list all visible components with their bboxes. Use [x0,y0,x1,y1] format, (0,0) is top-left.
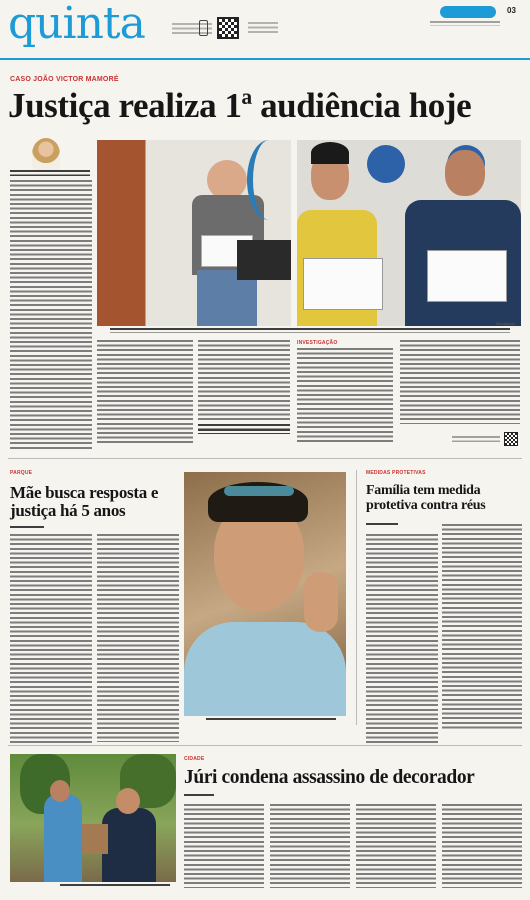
issue-date [430,21,500,26]
author-name [10,170,90,176]
lead-col-3 [198,340,290,420]
lead-qr-note [452,436,500,442]
bottom-divider [8,745,522,746]
lead-photo-credit: Divulgação [496,322,516,326]
right-col-1 [366,534,438,744]
lead-col-2 [97,340,193,446]
phone-icon [199,20,208,36]
right-byline [366,523,398,527]
lead-col-4 [297,348,393,444]
bottom-col-4 [442,804,522,888]
lead-qr-code [504,432,518,446]
lead-photo-2 [297,140,521,326]
column-rule [356,470,357,725]
brand-logo [440,6,496,18]
right-kicker: MEDIDAS PROTETIVAS [366,470,426,476]
bottom-kicker: CIDADE [184,756,205,762]
masthead [0,0,530,60]
author-avatar [32,138,60,170]
right-headline: Família tem medida protetiva contra réus [366,483,486,513]
bottom-byline [184,794,214,798]
lead-pullquote [198,424,290,434]
lead-kicker: CASO JOÃO VICTOR MAMORÉ [10,76,119,83]
left-byline [10,526,44,530]
right-col-2 [442,524,522,730]
left-col-1 [10,534,92,744]
lead-headline: Justiça realiza 1ª audiência hoje [8,86,472,125]
lead-col-5 [400,340,520,424]
bottom-col-3 [356,804,436,888]
left-col-2 [97,534,179,742]
section-title: quinta [8,0,145,49]
lead-subhead: INVESTIGAÇÃO [297,340,338,346]
qr-code-icon [217,17,239,39]
masthead-rule [0,58,530,60]
bottom-col-1 [184,804,264,888]
bottom-col-2 [270,804,350,888]
left-headline: Mãe busca resposta e justiça há 5 anos [10,483,159,520]
contact-info [248,22,278,35]
bottom-photo [10,754,176,882]
lead-caption [110,328,510,333]
portrait-caption [206,718,336,722]
victim-portrait [184,472,346,716]
bottom-headline: Júri condena assassino de decorador [184,767,475,788]
bottom-photo-caption [60,884,170,888]
lead-divider [8,458,522,459]
left-kicker: PARQUE [10,470,33,476]
page-number: 03 [507,6,516,15]
lead-photo-1 [97,140,291,326]
lead-col-1 [10,180,92,450]
